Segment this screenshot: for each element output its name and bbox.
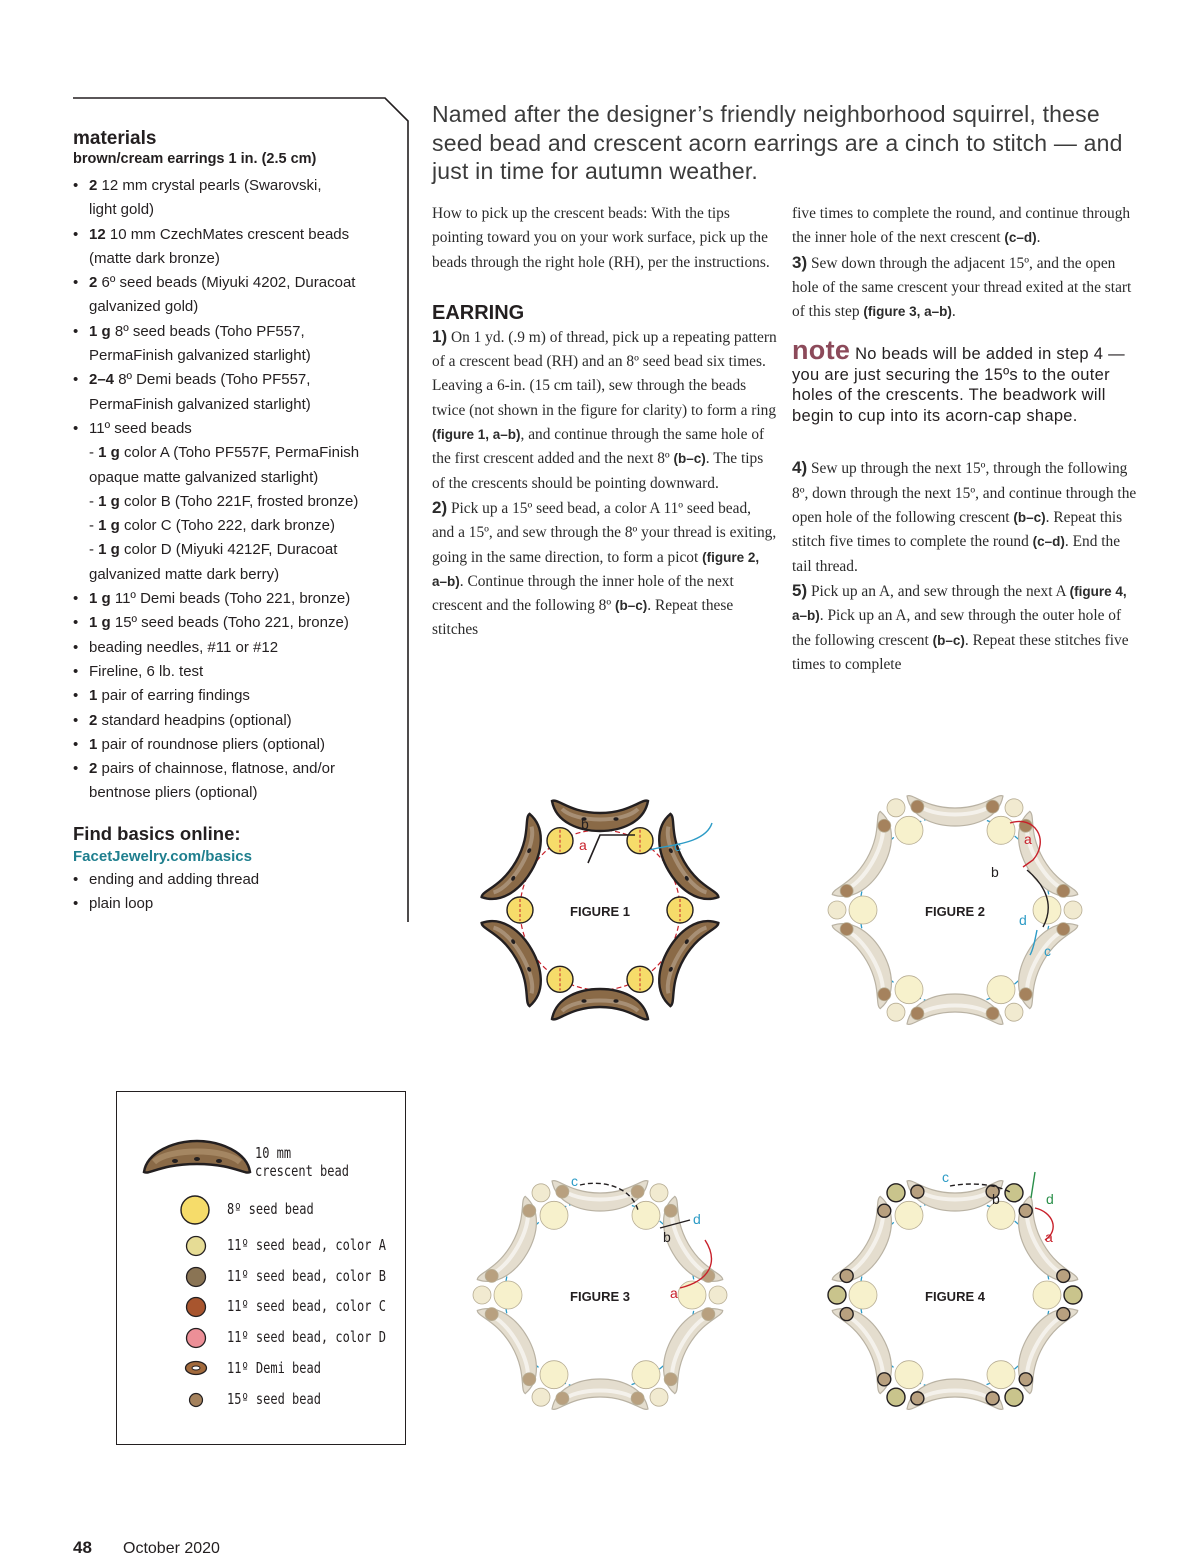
seed-8-icon: [179, 1194, 211, 1226]
basics-item: • ending and adding thread: [73, 868, 393, 892]
legend-color-c: 11º seed bead, color C: [227, 1297, 386, 1315]
crescent-bead-icon: [139, 1136, 255, 1182]
basics-list: [73, 868, 393, 917]
seed-15-bead: [523, 1204, 536, 1217]
material-item: • Fireline, 6 lb. test: [73, 660, 393, 684]
material-item: • 2 12 mm crystal pearls (Swarovski, light gold): [73, 174, 393, 223]
seed-11-color-a-bead: [828, 901, 846, 919]
materials-subtitle: brown/cream earrings 1 in. (2.5 cm): [73, 151, 317, 167]
seed-8-bead: [895, 816, 923, 844]
seed-8-bead: [987, 816, 1015, 844]
seed-8-bead: [540, 1201, 568, 1229]
seed-15-bead: [1057, 884, 1070, 897]
material-item: • 2 6º seed beads (Miyuki 4202, Duracoat galvanized gold): [73, 271, 393, 320]
note-box: note No beads will be added in step 4 — you are just securing the 15ºs to the outer holes of the crescents. The beadwork will begin to cup into its acorn-cap shape.: [792, 335, 1125, 425]
seed-15-bead: [986, 1007, 999, 1020]
seed-8-bead: [895, 1361, 923, 1389]
seed-11-color-a-bead: [887, 1003, 905, 1021]
basics-title: Find basics online:: [73, 822, 241, 844]
seed-15-bead: [556, 1392, 569, 1405]
seed-15-bead: [840, 884, 853, 897]
seed-11-color-a-bead: [1005, 799, 1023, 817]
label-d: d: [693, 1211, 701, 1227]
seed-15-bead: [664, 1204, 677, 1217]
label-b: b: [992, 1191, 1000, 1207]
basics-item: • plain loop: [73, 892, 393, 916]
material-item: • 12 10 mm CzechMates crescent beads (matte dark bronze): [73, 223, 393, 272]
seed-11-color-a-bead: [1005, 1003, 1023, 1021]
legend-seed-15: 15º seed bead: [227, 1390, 321, 1408]
material-subitem: - 1 g color C (Toho 222, dark bronze): [89, 517, 335, 535]
label-d: d: [1046, 1191, 1054, 1207]
material-item: • 11º seed beads: [73, 417, 393, 441]
seed-15-bead: [631, 1392, 644, 1405]
seed-8-bead: [895, 976, 923, 1004]
step-3: 3) Sew down through the adjacent 15º, and the open hole of the same crescent your thread exited at the start of this step (figure 3, a–b).: [792, 252, 1132, 321]
seed-15-bead: [840, 923, 853, 936]
legend-crescent-line-1: 10 mm: [255, 1144, 292, 1162]
seed-11-color-a-icon: [185, 1235, 207, 1257]
seed-15-bead: [986, 1392, 999, 1405]
instructions-column-2: [792, 202, 1137, 677]
seed-11-color-a-bead: [1005, 1184, 1023, 1202]
label-b: b: [663, 1229, 671, 1245]
material-item: • 1 pair of earring findings: [73, 684, 393, 708]
seed-15-bead: [556, 1185, 569, 1198]
thread-path-green: [1031, 1172, 1035, 1198]
material-item: • 2–4 8º Demi beads (Toho PF557, PermaFinish galvanized starlight): [73, 368, 393, 417]
seed-11-color-b-icon: [185, 1266, 207, 1288]
materials-title: materials: [73, 128, 157, 149]
basics-link[interactable]: FacetJewelry.com/basics: [73, 847, 252, 865]
label-a: a: [1045, 1229, 1053, 1245]
material-item: • beading needles, #11 or #12: [73, 636, 393, 660]
material-item: • 2 standard headpins (optional): [73, 709, 393, 733]
seed-15-bead: [702, 1308, 715, 1321]
seed-15-bead: [1057, 1269, 1070, 1282]
legend-color-d: 11º seed bead, color D: [227, 1328, 386, 1346]
seed-11-color-a-bead: [532, 1184, 550, 1202]
seed-8-bead: [540, 1361, 568, 1389]
seed-11-color-a-bead: [1005, 1388, 1023, 1406]
seed-11-color-a-bead: [532, 1388, 550, 1406]
earring-heading: EARRING: [432, 301, 525, 324]
seed-8-bead: [987, 976, 1015, 1004]
figure-3-label: FIGURE 3: [570, 1289, 630, 1304]
instructions-column-1: [432, 202, 777, 643]
seed-8-bead: [849, 1281, 877, 1309]
seed-15-bead: [911, 1007, 924, 1020]
materials-panel: [73, 128, 393, 916]
step-4: 4) Sew up through the next 15º, through the following 8º, down through the next 15º, and continue through the open hole of the following crescent (b–c). Repeat this stitch five times to complete the round (c–d). End the tail thread.: [792, 458, 1137, 575]
figure-1-diagram: [450, 755, 750, 1065]
figure-1-label: FIGURE 1: [570, 904, 630, 919]
seed-8-bead: [987, 1361, 1015, 1389]
label-b: b: [581, 816, 589, 832]
material-item: • 1 pair of roundnose pliers (optional): [73, 733, 393, 757]
seed-8-bead: [895, 1201, 923, 1229]
legend-crescent-line-2: crescent bead: [255, 1162, 349, 1180]
label-a: a: [579, 837, 587, 853]
seed-15-bead: [878, 988, 891, 1001]
page-number: 48: [73, 1538, 92, 1557]
label-c: c: [942, 1169, 949, 1185]
seed-8-bead: [678, 1281, 706, 1309]
intro-text: Named after the designer’s friendly neighborhood squirrel, these seed bead and crescent acorn earrings are a cinch to stitch — and just in time for autumn weather.: [432, 101, 1123, 184]
seed-8-bead: [494, 1281, 522, 1309]
label-a: a: [670, 1285, 678, 1301]
material-subitem: - 1 g color B (Toho 221F, frosted bronze): [89, 492, 359, 510]
seed-11-color-c-icon: [185, 1296, 207, 1318]
seed-11-color-a-bead: [650, 1388, 668, 1406]
legend-color-b: 11º seed bead, color B: [227, 1267, 386, 1285]
seed-11-color-d-icon: [185, 1327, 207, 1349]
label-c: c: [1044, 943, 1051, 959]
materials-list: [73, 174, 393, 806]
seed-11-color-a-bead: [887, 1184, 905, 1202]
seed-8-bead: [632, 1361, 660, 1389]
seed-11-color-a-bead: [709, 1286, 727, 1304]
crescent-pickup-paragraph: How to pick up the crescent beads: With the tips pointing toward you on your work surface, pick up the beads through the right hole (RH), per the instructions.: [432, 205, 770, 271]
seed-15-bead: [631, 1185, 644, 1198]
label-d: d: [1019, 912, 1027, 928]
seed-11-color-a-bead: [473, 1286, 491, 1304]
seed-11-color-a-bead: [828, 1286, 846, 1304]
seed-11-color-a-bead: [1064, 901, 1082, 919]
label-c: c: [571, 1173, 578, 1189]
material-item: • 1 g 11º Demi beads (Toho 221, bronze): [73, 587, 393, 611]
figure-3-diagram: [450, 1140, 750, 1450]
seed-15-bead: [523, 1373, 536, 1386]
bead-legend: [116, 1091, 406, 1445]
figure-2-label: FIGURE 2: [925, 904, 985, 919]
seed-15-bead: [1019, 1204, 1032, 1217]
legend-seed-8: 8º seed bead: [227, 1200, 314, 1218]
seed-15-bead: [911, 1392, 924, 1405]
crescent-bead: [552, 801, 648, 831]
seed-15-bead: [878, 819, 891, 832]
seed-15-bead: [1057, 923, 1070, 936]
seed-15-bead: [1019, 1373, 1032, 1386]
seed-11-color-a-bead: [887, 1388, 905, 1406]
seed-15-bead: [485, 1308, 498, 1321]
seed-15-bead: [911, 1185, 924, 1198]
step-2-continued: five times to complete the round, and continue through the inner hole of the next crescent (c–d).: [792, 205, 1131, 247]
label-a: a: [1024, 831, 1032, 847]
seed-15-icon: [188, 1392, 204, 1408]
step-5: 5) Pick up an A, and sew through the next A (figure 4, a–b). Pick up an A, and sew through the outer hole of the following crescent (b–c). Repeat these stitches five times to complete: [792, 580, 1129, 673]
step-2: 2) Pick up a 15º seed bead, a color A 11º seed bead, and a 15º, and sew through the 8º your thread is exiting, going in the same direction, to form a picot (figure 2, a–b). Continue through the inner hole of the next crescent and the following 8º (b–c). Repeat these stitches: [432, 497, 777, 639]
label-c: c: [674, 838, 681, 854]
seed-15-bead: [840, 1308, 853, 1321]
seed-15-bead: [878, 1204, 891, 1217]
demi-bead-icon: [184, 1359, 208, 1377]
legend-demi: 11º Demi bead: [227, 1359, 321, 1377]
material-item: • 2 pairs of chainnose, flatnose, and/or bentnose pliers (optional): [73, 757, 393, 806]
legend-color-a: 11º seed bead, color A: [227, 1236, 386, 1254]
seed-15-bead: [1019, 988, 1032, 1001]
issue-date: October 2020: [123, 1540, 220, 1557]
step-1: 1) On 1 yd. (.9 m) of thread, pick up a repeating pattern of a crescent bead (RH) and an 8º seed bead six times. Leaving a 6-in. (15 cm tail), sew through the beads twice (not shown in the figure for clarity) to form a ring (figure 1, a–b), and continue through the same hole of the first crescent added and the next 8º (b–c). The tips of the crescents should be pointing downward.: [432, 326, 777, 492]
seed-15-bead: [878, 1373, 891, 1386]
figure-4-diagram: [805, 1140, 1105, 1450]
label-b: b: [991, 864, 999, 880]
material-subitem: - 1 g color D (Miyuki 4212F, Duracoat galvanized matte dark berry): [89, 541, 338, 583]
seed-11-color-a-bead: [1064, 1286, 1082, 1304]
seed-15-bead: [485, 1269, 498, 1282]
material-subitem: - 1 g color A (Toho PF557F, PermaFinish opaque matte galvanized starlight): [89, 444, 360, 486]
seed-15-bead: [986, 800, 999, 813]
seed-8-bead: [849, 896, 877, 924]
seed-11-color-a-bead: [887, 799, 905, 817]
note-word: note: [792, 335, 851, 366]
crescent-bead: [552, 989, 648, 1019]
seed-15-bead: [840, 1269, 853, 1282]
seed-8-bead: [1033, 1281, 1061, 1309]
seed-11-color-a-bead: [650, 1184, 668, 1202]
seed-15-bead: [664, 1373, 677, 1386]
seed-15-bead: [911, 800, 924, 813]
material-item: • 1 g 15º seed beads (Toho 221, bronze): [73, 611, 393, 635]
seed-15-bead: [1057, 1308, 1070, 1321]
figure-2-diagram: [805, 755, 1105, 1065]
material-item: • 1 g 8º seed beads (Toho PF557, PermaFinish galvanized starlight): [73, 320, 393, 369]
figure-4-label: FIGURE 4: [925, 1289, 985, 1304]
